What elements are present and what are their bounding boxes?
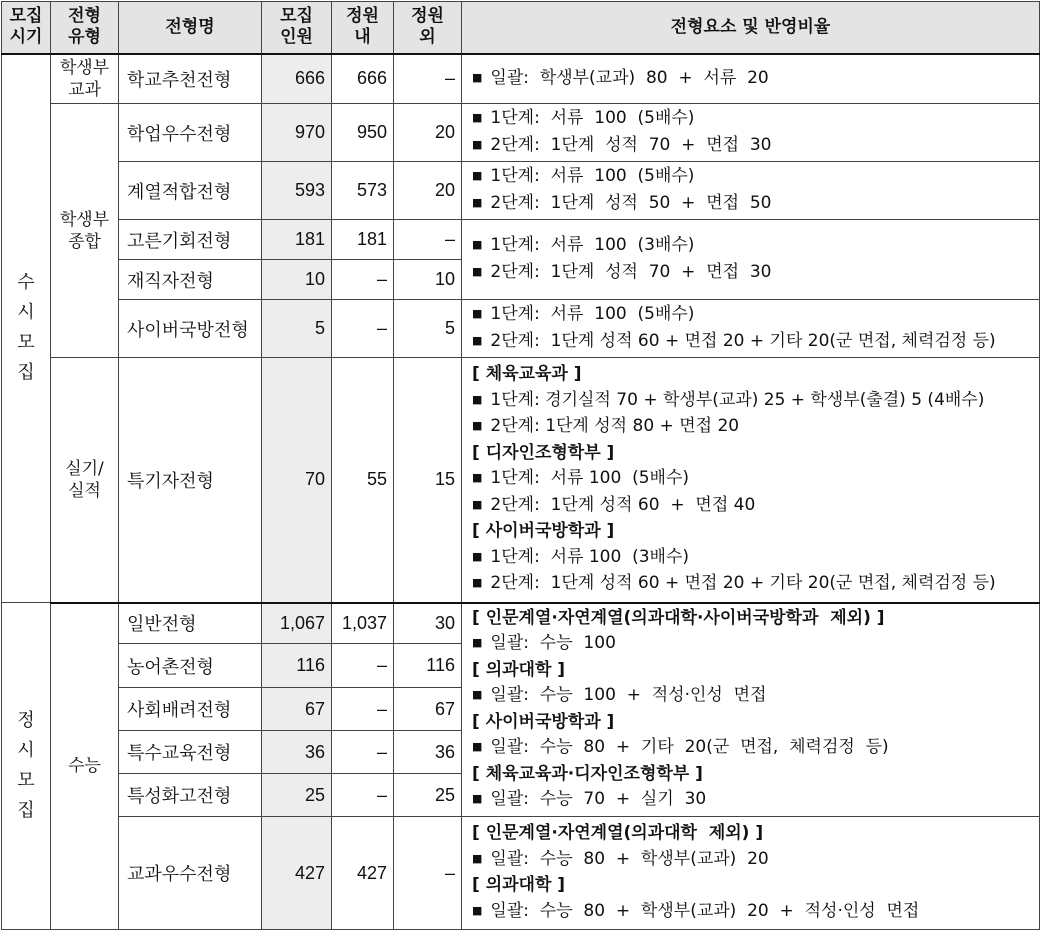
department-heading: [ 인문계열·자연계열(의과대학 제외) ] <box>472 823 764 843</box>
row-out: 20 <box>394 104 462 162</box>
element-line: ■ 1단계: 서류 100 (5배수) <box>472 302 1033 329</box>
element-line: ■ 일괄: 학생부(교과) 80 + 서류 20 <box>472 66 1033 93</box>
header-out-quota: 정원 외 <box>394 2 462 54</box>
period-jeongsi: 정 시 모 집 <box>2 603 51 930</box>
period-susi: 수 시 모 집 <box>2 54 51 603</box>
row-out: – <box>394 220 462 260</box>
row-total: 36 <box>262 731 332 774</box>
row-total: 666 <box>262 54 332 104</box>
type-suneung: 수능 <box>51 603 119 930</box>
row-out: – <box>394 54 462 104</box>
row-name: 일반전형 <box>119 603 262 644</box>
row-total: 427 <box>262 817 332 930</box>
row-elements <box>462 358 1040 603</box>
row-total: 25 <box>262 774 332 817</box>
element-line: ■ 일괄: 수능 80 + 학생부(교과) 20 + 적성·인성 면접 <box>472 899 1033 926</box>
element-line: ■ 일괄: 수능 100 + 적성·인성 면접 <box>472 683 1033 710</box>
table-row <box>2 220 1040 260</box>
element-line: ■ 일괄: 수능 70 + 실기 30 <box>472 787 1033 814</box>
row-total: 10 <box>262 260 332 300</box>
element-line: ■ 2단계: 1단계 성적 80 + 면접 20 <box>472 414 1033 441</box>
element-line: ■ 2단계: 1단계 성적 70 + 면접 30 <box>472 260 1033 287</box>
element-line: ■ 1단계: 서류 100 (3배수) <box>472 233 1033 260</box>
row-in: 950 <box>332 104 394 162</box>
element-line: ■ 1단계: 경기실적 70 + 학생부(교과) 25 + 학생부(출결) 5 (4배수) <box>472 388 1033 415</box>
row-total: 181 <box>262 220 332 260</box>
row-in: 181 <box>332 220 394 260</box>
row-name: 재직자전형 <box>119 260 262 300</box>
department-heading: [ 사이버국방학과 ] <box>472 711 615 732</box>
element-line: ■ 2단계: 1단계 성적 60 + 면접 20 + 기타 20(군 면접, 체력검정 등) <box>472 329 1033 356</box>
header-elements: 전형요소 및 반영비율 <box>462 2 1040 54</box>
element-line: ■ 일괄: 수능 80 + 기타 20(군 면접, 체력검정 등) <box>472 735 1033 762</box>
row-elements <box>462 162 1040 220</box>
header-in-quota: 정원 내 <box>332 2 394 54</box>
header-period: 모집 시기 <box>2 2 51 54</box>
table-row <box>2 162 1040 220</box>
row-elements <box>462 104 1040 162</box>
element-line: ■ 1단계: 서류 100 (5배수) <box>472 164 1033 191</box>
row-out: 15 <box>394 358 462 603</box>
row-in: – <box>332 644 394 688</box>
element-line: ■ 2단계: 1단계 성적 70 + 면접 30 <box>472 133 1033 160</box>
element-line: ■ 2단계: 1단계 성적 50 + 면접 50 <box>472 191 1033 218</box>
row-name: 특성화고전형 <box>119 774 262 817</box>
row-name: 사이버국방전형 <box>119 300 262 358</box>
header-quota: 모집 인원 <box>262 2 332 54</box>
row-name: 학교추천전형 <box>119 54 262 104</box>
element-line: ■ 1단계: 서류 100 (5배수) <box>472 466 1033 493</box>
row-total: 970 <box>262 104 332 162</box>
department-heading: [ 사이버국방학과 ] <box>472 521 615 541</box>
row-name: 교과우수전형 <box>119 817 262 930</box>
row-name: 특수교육전형 <box>119 731 262 774</box>
table-row <box>2 104 1040 162</box>
table-row <box>2 358 1040 603</box>
header-type: 전형 유형 <box>51 2 119 54</box>
row-total: 1,067 <box>262 603 332 644</box>
row-elements <box>462 300 1040 358</box>
row-in: – <box>332 731 394 774</box>
row-elements <box>462 603 1040 817</box>
row-in: 55 <box>332 358 394 603</box>
department-heading: [ 체육교육과·디자인조형학부 ] <box>472 763 703 784</box>
element-line: ■ 1단계: 서류 100 (3배수) <box>472 545 1033 572</box>
row-out: 116 <box>394 644 462 688</box>
department-heading: [ 인문계열·자연계열(의과대학·사이버국방학과 제외) ] <box>472 607 885 628</box>
element-line: ■ 1단계: 서류 100 (5배수) <box>472 106 1033 133</box>
row-in: – <box>332 688 394 731</box>
row-total: 593 <box>262 162 332 220</box>
element-line: ■ 2단계: 1단계 성적 60 + 면접 40 <box>472 493 1033 520</box>
row-in: 1,037 <box>332 603 394 644</box>
row-out: 20 <box>394 162 462 220</box>
table-row <box>2 603 1040 644</box>
row-name: 사회배려전형 <box>119 688 262 731</box>
row-out: 30 <box>394 603 462 644</box>
row-out: 25 <box>394 774 462 817</box>
row-elements <box>462 817 1040 930</box>
row-in: 666 <box>332 54 394 104</box>
type-gyogwa: 학생부 교과 <box>51 54 119 104</box>
department-heading: [ 디자인조형학부 ] <box>472 442 615 463</box>
row-name: 계열적합전형 <box>119 162 262 220</box>
row-name: 고른기회전형 <box>119 220 262 260</box>
row-out: – <box>394 817 462 930</box>
row-total: 70 <box>262 358 332 603</box>
admissions-table <box>1 1 1040 930</box>
row-elements <box>462 220 1040 300</box>
row-in: 427 <box>332 817 394 930</box>
row-in: – <box>332 774 394 817</box>
table-row <box>2 54 1040 104</box>
row-in: 573 <box>332 162 394 220</box>
department-heading: [ 의과대학 ] <box>472 875 566 895</box>
table-row <box>2 817 1040 930</box>
type-jonghap: 학생부 종합 <box>51 104 119 358</box>
row-name: 농어촌전형 <box>119 644 262 688</box>
row-total: 116 <box>262 644 332 688</box>
element-line: ■ 2단계: 1단계 성적 60 + 면접 20 + 기타 20(군 면접, 체력검정 등) <box>472 571 1033 598</box>
row-name: 학업우수전형 <box>119 104 262 162</box>
type-silgi: 실기/ 실적 <box>51 358 119 603</box>
row-elements <box>462 54 1040 104</box>
department-heading: [ 의과대학 ] <box>472 659 566 680</box>
header-row <box>2 2 1040 54</box>
department-heading: [ 체육교육과 ] <box>472 364 582 384</box>
element-line: ■ 일괄: 수능 80 + 학생부(교과) 20 <box>472 847 1033 874</box>
row-out: 36 <box>394 731 462 774</box>
element-line: ■ 일괄: 수능 100 <box>472 631 1033 658</box>
row-out: 5 <box>394 300 462 358</box>
row-total: 5 <box>262 300 332 358</box>
header-name: 전형명 <box>119 2 262 54</box>
table-row <box>2 300 1040 358</box>
row-in: – <box>332 260 394 300</box>
row-in: – <box>332 300 394 358</box>
row-out: 67 <box>394 688 462 731</box>
row-name: 특기자전형 <box>119 358 262 603</box>
row-total: 67 <box>262 688 332 731</box>
row-out: 10 <box>394 260 462 300</box>
